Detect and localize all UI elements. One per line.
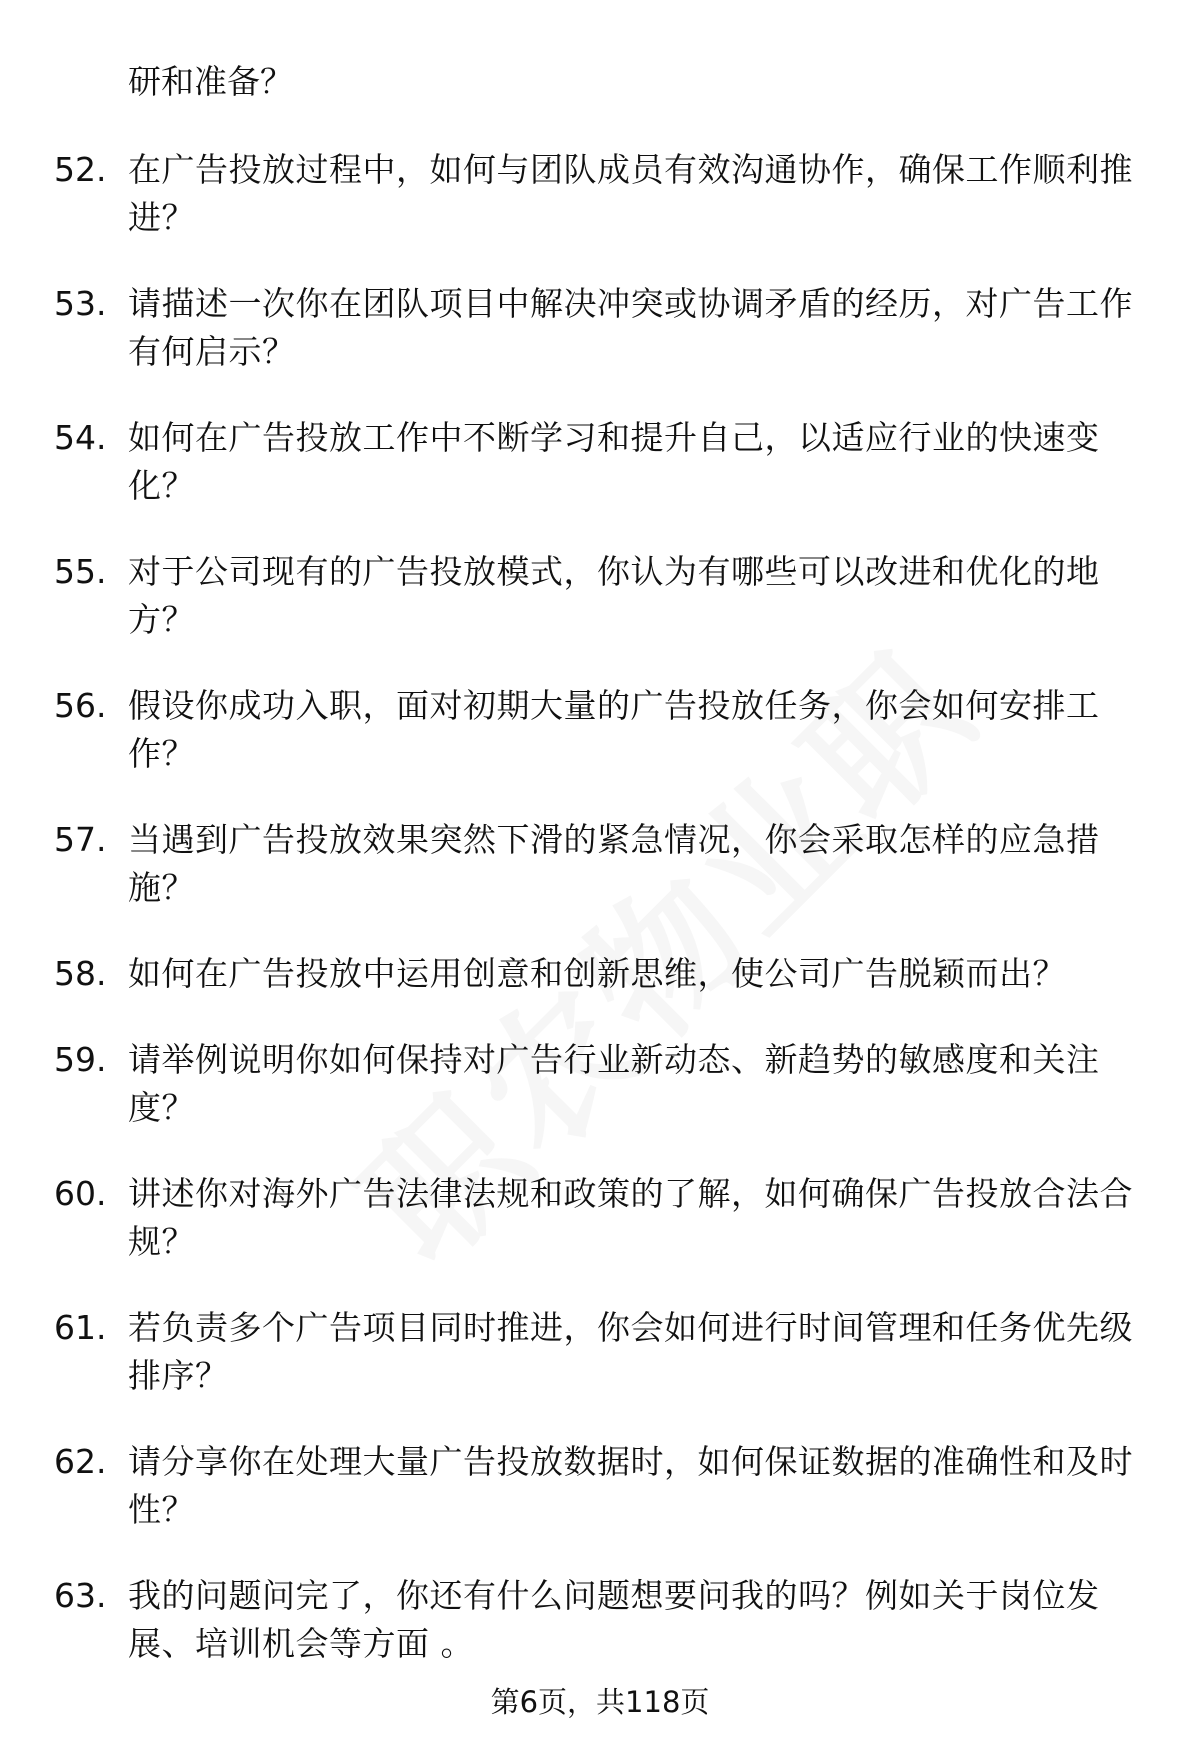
continuation-text: 研和准备？ — [128, 62, 293, 101]
question-number: 63. — [54, 1576, 107, 1615]
question-item — [54, 1572, 1154, 1668]
question-item — [54, 950, 1154, 998]
question-text: 请分享你在处理大量广告投放数据时，如何保证数据的准确性和及时性？ — [128, 1442, 1133, 1529]
question-number: 62. — [54, 1442, 107, 1481]
question-item — [54, 1170, 1154, 1266]
question-list — [54, 146, 1154, 1706]
question-item — [54, 1304, 1154, 1400]
question-text: 讲述你对海外广告法律法规和政策的了解，如何确保广告投放合法合规？ — [128, 1174, 1133, 1261]
question-number: 52. — [54, 150, 107, 189]
question-number: 58. — [54, 954, 107, 993]
question-text: 当遇到广告投放效果突然下滑的紧急情况，你会采取怎样的应急措施？ — [128, 820, 1100, 907]
question-number: 59. — [54, 1040, 107, 1079]
question-item — [54, 816, 1154, 912]
question-text: 对于公司现有的广告投放模式，你认为有哪些可以改进和优化的地方？ — [128, 552, 1100, 639]
question-number: 60. — [54, 1174, 107, 1213]
question-item — [54, 280, 1154, 376]
question-text: 若负责多个广告项目同时推进，你会如何进行时间管理和任务优先级排序？ — [128, 1308, 1133, 1395]
question-item — [54, 548, 1154, 644]
question-text: 请描述一次你在团队项目中解决冲突或协调矛盾的经历，对广告工作有何启示？ — [128, 284, 1133, 371]
question-item — [54, 146, 1154, 242]
question-number: 61. — [54, 1308, 107, 1347]
question-text: 请举例说明你如何保持对广告行业新动态、新趋势的敏感度和关注度？ — [128, 1040, 1100, 1127]
question-text: 如何在广告投放工作中不断学习和提升自己，以适应行业的快速变化？ — [128, 418, 1100, 505]
question-text: 在广告投放过程中，如何与团队成员有效沟通协作，确保工作顺利推进？ — [128, 150, 1133, 237]
question-number: 53. — [54, 284, 107, 323]
question-item — [54, 1438, 1154, 1534]
question-item — [54, 682, 1154, 778]
question-number: 54. — [54, 418, 107, 457]
question-number: 56. — [54, 686, 107, 725]
question-number: 57. — [54, 820, 107, 859]
page-footer: 第6页，共118页 — [490, 1685, 710, 1719]
question-text: 如何在广告投放中运用创意和创新思维，使公司广告脱颖而出？ — [128, 954, 1066, 993]
question-text: 我的问题问完了，你还有什么问题想要问我的吗？例如关于岗位发展、培训机会等方面 。 — [128, 1576, 1100, 1663]
question-item — [54, 1036, 1154, 1132]
question-item — [54, 414, 1154, 510]
question-number: 55. — [54, 552, 107, 591]
question-text: 假设你成功入职，面对初期大量的广告投放任务，你会如何安排工作？ — [128, 686, 1100, 773]
